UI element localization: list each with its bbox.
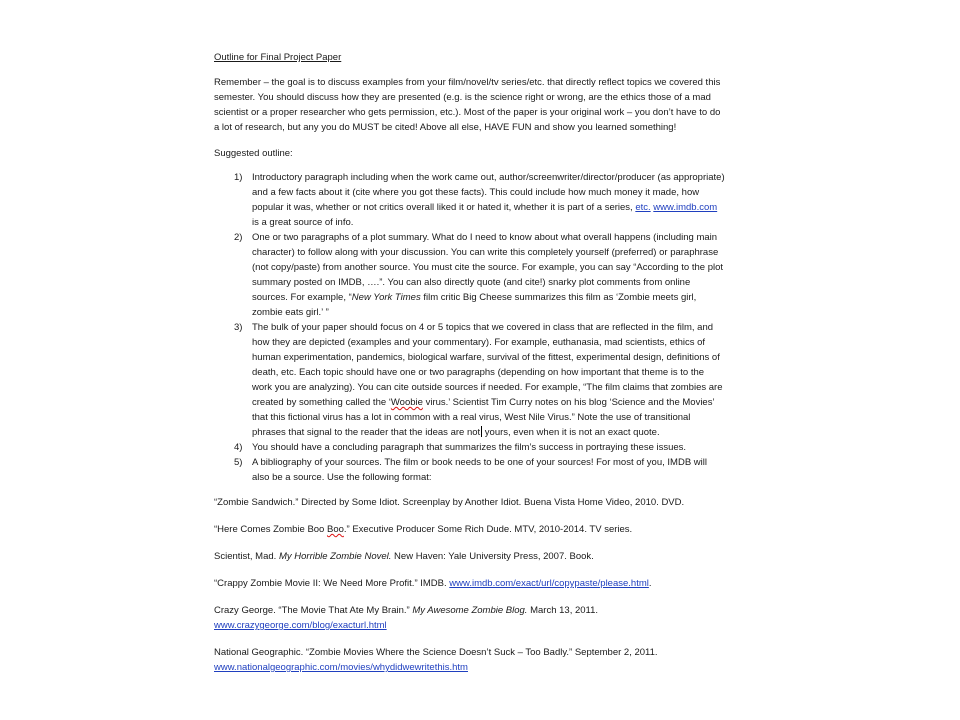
bibliography-entry [214,603,726,633]
item-text: A bibliography of your sources. The film or book needs to be one of your sources! For most of you, IMDB will also be a source. Use the following format: [252,457,707,483]
item-text-end: is a great source of info. [252,217,354,228]
list-item [214,455,726,485]
natgeo-link[interactable]: www.nationalgeographic.com/movies/whydidwewritethis.htm [214,662,468,673]
item-text: One or two paragraphs of a plot summary. What do I need to know about what overall happens (including main character) to follow along with your discussion. You can write this completely yourself (preferred) or paraphrase (not copy/paste) from another source. You must cite the source. For example, you can say “According to the plot summary posted on IMDB, ….”. You can also directly quote (and cite!) snarky plot comments from online sources. For example, “ [252,232,724,303]
item-text-end: yours, even when it is not an exact quote. [482,427,660,438]
bib-text-end: .” Executive Producer Some Rich Dude. MTV, 2010-2014. TV series. [343,524,633,535]
item-text: Introductory paragraph including when the work came out, author/screenwriter/director/producer (as appropriate) and a few facts about it (cite where you got these facts). This could include how much money it made, how popular it was, whether or not critics overall liked it or hated it, whether it is part of a series, [252,172,725,213]
intro-paragraph: Remember – the goal is to discuss examples from your film/novel/tv series/etc. that directly reflect topics we covered this semester. You should discuss how they are presented (e.g. is the science right or wrong, are the ethics those of a mad scientist or a proper researcher who gets permission, etc.). Most of the paper is your original work – you don’t have to do a lot of research, but any you do MUST be cited! Above all else, HAVE FUN and show you learned something! [214,77,721,133]
bib-text: Scientist, Mad. [214,551,279,562]
bib-text-end: . [648,578,652,589]
etc-text: etc. [635,202,651,213]
italic-text: My Awesome Zombie Blog. [412,605,528,616]
bib-text: “Here Comes Zombie Boo [214,524,327,535]
document-page [214,50,726,687]
list-number: 3) [234,322,243,333]
imdb-url-link[interactable]: www.imdb.com/exact/url/copypaste/please.html [449,578,649,589]
bib-text-end: New Haven: Yale University Press, 2007. Book. [391,551,594,562]
list-item [214,170,726,230]
list-number: 4) [234,442,243,453]
list-number: 5) [234,457,243,468]
spellcheck-word: Woobie [390,397,423,408]
item-text: The bulk of your paper should focus on 4 or 5 topics that we covered in class that are reflected in the film, and how they are depicted (examples and your commentary). For example, euthanasia, mad scientists, ethics of human experimentation, pandemics, biological warfare, survival of the fittest, experimental design, definitions of death, etc. Each topic should have one or two paragraphs (depending on how important that theme is to the work you are analyzing). You can cite outside sources if needed. For example, “The film claims that zombies are created by something called the ‘ [252,322,723,408]
bibliography-entry [214,522,726,537]
imdb-link[interactable]: www.imdb.com [653,202,718,213]
document-title: Outline for Final Project Paper [214,52,342,63]
item-text-mid: virus.’ Scientist Tim Curry notes on his blog ‘Science and the Movies’ that this fictional virus has a lot in common with a real virus, West Nile Virus.” Note the use of transitional phrases that signal to the reader that the ideas are not [252,397,715,438]
bib-text: Crazy George. “The Movie That Ate My Brain.” [214,605,413,616]
suggested-outline-heading: Suggested outline: [214,148,293,159]
list-item [214,230,726,320]
outline-list [214,170,726,485]
bib-text: National Geographic. “Zombie Movies Where the Science Doesn’t Suck – Too Badly.” September 2, 2011. [214,647,658,658]
bibliography-entry [214,549,726,564]
bibliography-entry [214,576,726,591]
bib-text-end: March 13, 2011. [527,605,599,616]
list-number: 2) [234,232,243,243]
item-text: You should have a concluding paragraph that summarizes the film’s success in portraying these issues. [252,442,687,453]
crazygeorge-link[interactable]: www.crazygeorge.com/blog/exacturl.html [214,620,387,631]
item-text-end: film critic Big Cheese summarizes this film as ‘Zombie meets girl, zombie eats girl.’ ” [252,292,697,318]
italic-text: My Horrible Zombie Novel. [278,551,392,562]
list-number: 1) [234,172,243,183]
list-item [214,320,726,440]
list-item [214,440,726,455]
italic-text: New York Times [351,292,421,303]
bibliography-entry [214,645,726,675]
bib-text: “Crappy Zombie Movie II: We Need More Profit.” IMDB. [214,578,450,589]
spellcheck-word: Boo [326,524,344,535]
bibliography-entry: “Zombie Sandwich.” Directed by Some Idiot. Screenplay by Another Idiot. Buena Vista Home Video, 2010. DVD. [214,497,685,508]
